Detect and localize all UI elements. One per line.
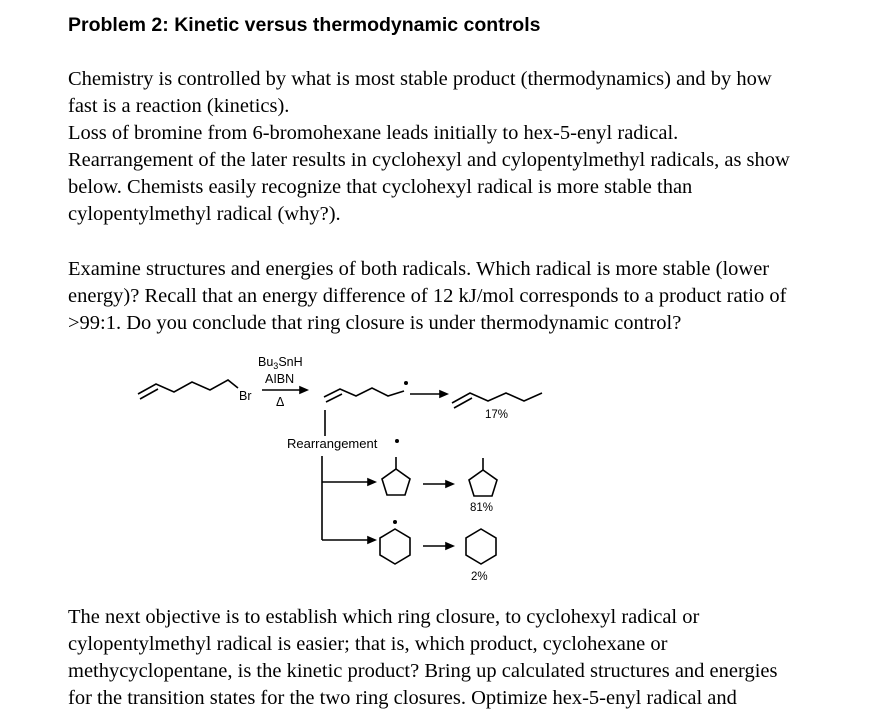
reaction-arrow [410, 391, 447, 397]
reagent-label-3: Δ [276, 395, 285, 409]
reaction-arrow [262, 387, 307, 393]
rearrangement-label: Rearrangement [287, 436, 378, 451]
text-line: >99:1. Do you conclude that ring closure is under thermodynamic control? [68, 312, 682, 334]
yield-label-open-chain: 17% [485, 409, 509, 421]
text-line: Rearrangement of the later results in cyclohexyl and cylopentylmethyl radicals, as show [68, 149, 790, 171]
reagent-label-2: AIBN [265, 372, 295, 386]
problem-title: Problem 2: Kinetic versus thermodynamic controls [68, 14, 541, 36]
text-line: Loss of bromine from 6-bromohexane leads initially to hex-5-enyl radical. [68, 122, 679, 144]
reaction-arrow [423, 481, 453, 487]
cyclopentylmethyl-radical-structure [382, 457, 410, 495]
radical-dot [393, 520, 397, 524]
intro-paragraph [68, 66, 868, 228]
radical-dot [395, 439, 399, 443]
text-line: energy)? Recall that an energy difference of 12 kJ/mol corresponds to a product ratio of [68, 285, 787, 307]
bromohexene-structure [138, 380, 238, 399]
text-line: for the transition states for the two ring closures. Optimize hex-5-enyl radical and [68, 687, 737, 709]
reagent-label-1: $Bu_3SnH$ [258, 355, 303, 371]
yield-label-methylcyclopentane: 81% [470, 502, 494, 514]
text-line: Chemistry is controlled by what is most stable product (thermodynamics) and by how [68, 68, 772, 90]
text-line: Examine structures and energies of both radicals. Which radical is more stable (lower [68, 258, 770, 280]
leaving-group-label: Br [239, 389, 252, 403]
kinetics-paragraph [68, 604, 868, 712]
reaction-arrow [423, 543, 453, 549]
methylcyclopentane-structure [469, 458, 497, 496]
text-line: methycyclopentane, is the kinetic product? Bring up calculated structures and energies [68, 660, 778, 682]
hexenyl-radical-structure [324, 388, 404, 402]
text-line: fast is a reaction (kinetics). [68, 95, 290, 117]
radical-dot [404, 381, 408, 385]
cyclohexane-structure [466, 529, 496, 564]
text-line: The next objective is to establish which ring closure, to cyclohexyl radical or [68, 606, 700, 628]
text-line: cylopentylmethyl radical is easier; that is, which product, cyclohexane or [68, 633, 668, 655]
question-paragraph [68, 256, 868, 337]
cyclohexyl-radical-structure [380, 529, 410, 564]
branch-lines [322, 410, 375, 543]
yield-label-cyclohexane: 2% [471, 571, 488, 583]
hexene-structure [452, 393, 542, 408]
text-line: cylopentylmethyl radical (why?). [68, 203, 341, 225]
text-line: below. Chemists easily recognize that cyclohexyl radical is more stable than [68, 176, 693, 198]
reaction-scheme [0, 345, 883, 600]
